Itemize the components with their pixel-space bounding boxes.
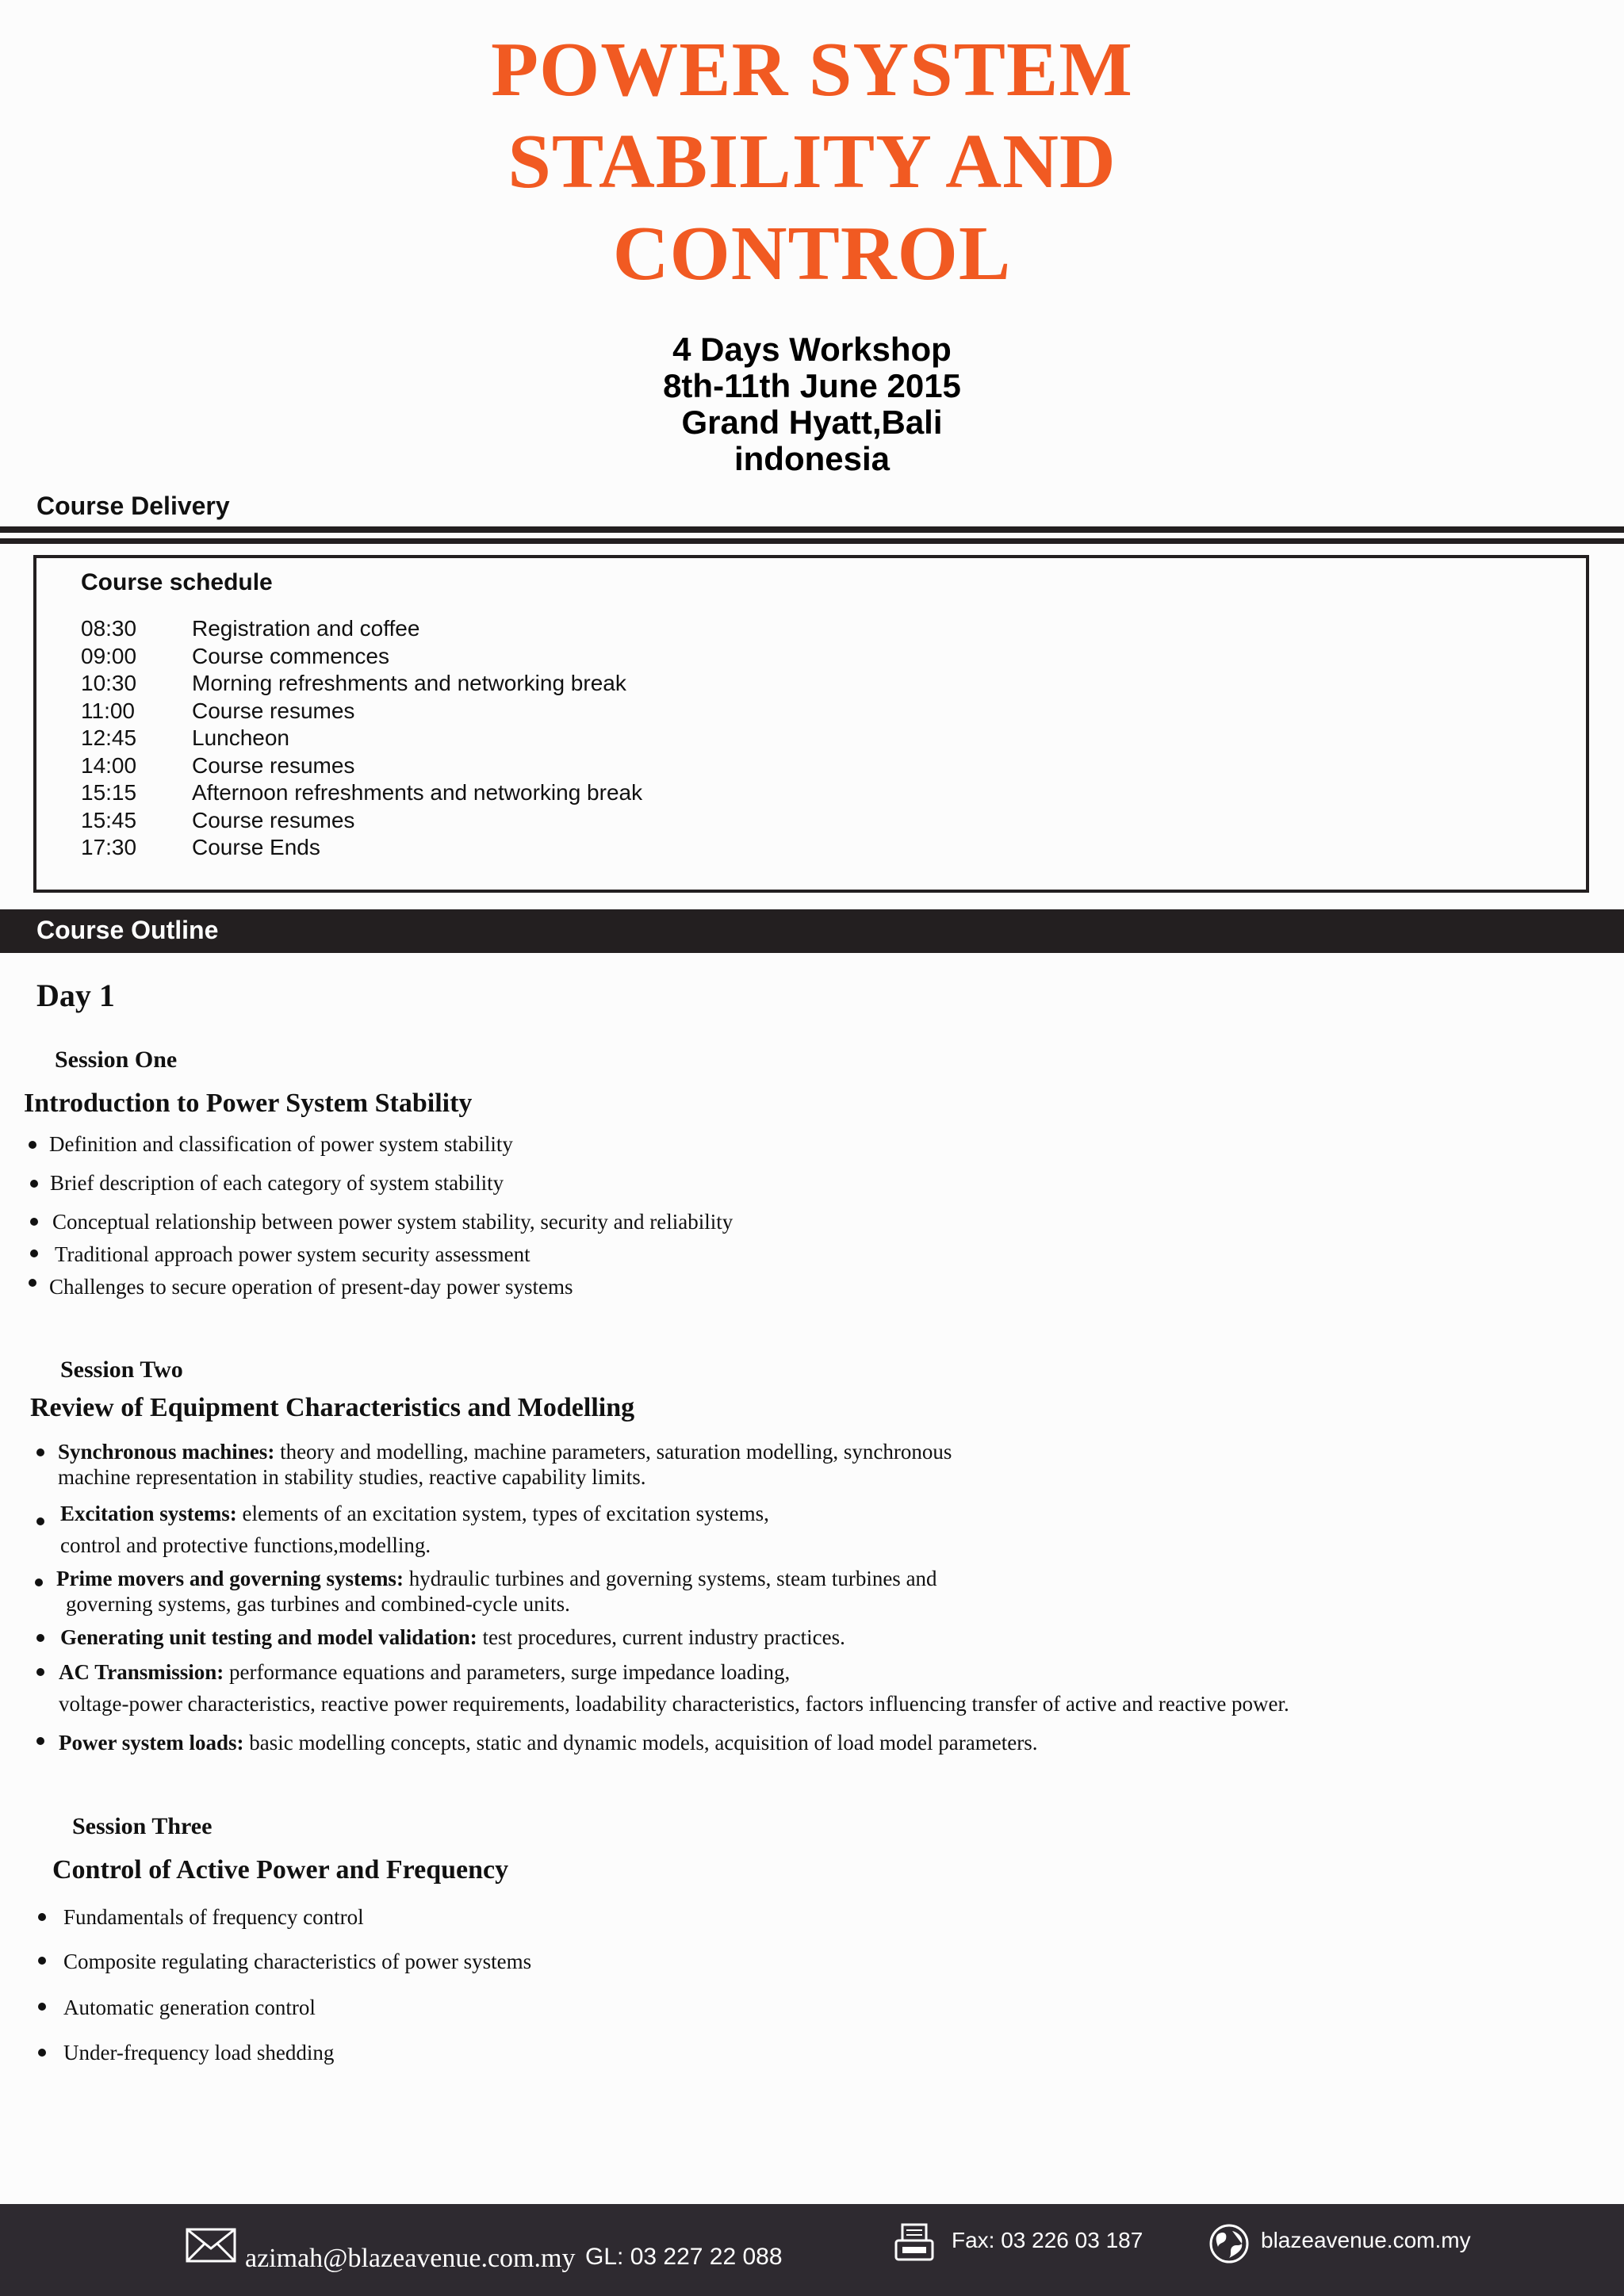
event-country: indonesia [733,440,891,477]
schedule-activity: Registration and coffee [192,616,420,641]
title-line: POWER SYSTEM [491,27,1133,113]
list-item: Definition and classification of power system stability [49,1132,513,1156]
divider-rule [0,526,1624,533]
item-term: AC Transmission: [59,1660,224,1684]
list-item [60,1624,845,1650]
document-title [0,24,1624,300]
bullet-icon [36,1517,44,1525]
session-label: Session One [55,1047,178,1073]
list-item: Challenges to secure operation of present-day power systems [49,1275,573,1299]
schedule-time: 09:00 [81,643,137,668]
schedule-row [81,834,642,862]
course-delivery-heading: Course Delivery [36,492,230,520]
bullet-icon [30,1180,38,1188]
schedule-row [81,670,642,698]
bullet-icon [38,1957,46,1965]
item-text: performance equations and parameters, surge impedance loading, [229,1660,791,1684]
item-text: governing systems, gas turbines and combined-cycle units. [66,1592,570,1616]
event-duration: 4 Days Workshop [672,331,952,368]
contact-email[interactable]: azimah@blazeavenue.com.my [245,2244,576,2273]
item-term: Power system loads: [59,1731,244,1755]
schedule-activity: Afternoon refreshments and networking break [192,780,643,805]
event-dates: 8th-11th June 2015 [663,367,961,404]
globe-icon [1208,2223,1250,2264]
course-outline-bar [0,909,1624,953]
list-item [56,1566,937,1617]
schedule-time: 14:00 [81,752,137,778]
list-item: Conceptual relationship between power system stability, security and reliability [52,1210,733,1234]
item-text: basic modelling concepts, static and dynamic models, acquisition of load model parameters. [249,1731,1038,1755]
list-item [59,1730,1037,1755]
bullet-icon [36,1668,44,1676]
bullet-icon [29,1141,36,1149]
schedule-row [81,643,642,671]
fax-icon [894,2223,936,2263]
schedule-activity: Course commences [192,643,389,668]
item-text: hydraulic turbines and governing systems, steam turbines and [408,1567,937,1590]
schedule-row [81,807,642,835]
session-title: Control of Active Power and Frequency [52,1855,509,1885]
item-text: theory and modelling, machine parameters, saturation modelling, synchronous [280,1440,952,1464]
item-text: test procedures, current industry practices. [482,1625,845,1649]
item-term: Excitation systems: [60,1502,237,1525]
list-item: Fundamentals of frequency control [63,1905,364,1929]
bullet-icon [38,2049,46,2057]
schedule-row [81,779,642,807]
schedule-time: 11:00 [81,698,135,723]
contact-website[interactable]: blazeavenue.com.my [1261,2228,1471,2252]
list-item: Brief description of each category of system stability [50,1171,504,1195]
schedule-title: Course schedule [81,569,273,595]
schedule-row [81,615,642,643]
bullet-icon [30,1249,38,1257]
session-label: Session Three [72,1813,213,1839]
item-term: Prime movers and governing systems: [56,1567,404,1590]
schedule-box [33,555,1589,893]
title-line: STABILITY AND [508,119,1116,205]
list-item [60,1501,769,1558]
list-item: Under-frequency load shedding [63,2041,335,2064]
session-title: Review of Equipment Characteristics and Modelling [30,1393,635,1422]
item-text: voltage-power characteristics, reactive power requirements, loadability characteristics, factors influencing transfer of active and reactive power. [59,1692,1289,1716]
schedule-time: 17:30 [81,835,137,859]
event-venue: Grand Hyatt,Bali [681,404,943,441]
list-item [58,1439,952,1490]
schedule-time: 08:30 [81,616,137,641]
bullet-icon [38,2003,46,2011]
bullet-icon [38,1913,46,1921]
schedule-row [81,752,642,780]
schedule-activity: Course Ends [192,835,320,859]
item-term: Synchronous machines: [58,1440,275,1464]
list-item: Traditional approach power system security assessment [55,1242,530,1266]
bullet-icon [36,1634,44,1642]
session-title: Introduction to Power System Stability [24,1089,473,1118]
schedule-time: 15:15 [81,780,137,805]
item-text: machine representation in stability studies, reactive capability limits. [58,1465,646,1489]
session-label: Session Two [60,1357,183,1383]
schedule-time: 15:45 [81,807,137,832]
schedule-activity: Course resumes [192,807,355,832]
divider-rule [0,538,1624,544]
envelope-icon [186,2228,236,2263]
schedule-activity: Luncheon [192,725,290,750]
schedule-activity: Course resumes [192,698,355,723]
bullet-icon [30,1218,38,1226]
bullet-icon [36,1737,44,1745]
schedule-row [81,698,642,725]
item-term: Generating unit testing and model validation: [60,1625,477,1649]
course-outline-heading: Course Outline [36,916,219,944]
contact-footer [0,2204,1624,2296]
bullet-icon [36,1448,44,1456]
schedule-activity: Course resumes [192,752,355,778]
item-text: control and protective functions,modelling. [60,1533,431,1557]
schedule-activity: Morning refreshments and networking break [192,671,626,695]
list-item: Automatic generation control [63,1996,316,2019]
event-info [0,331,1624,477]
day-heading: Day 1 [36,978,115,1013]
contact-fax: Fax: 03 226 03 187 [952,2228,1143,2252]
title-line: CONTROL [612,211,1012,297]
bullet-icon [35,1578,43,1586]
bullet-icon [29,1279,36,1287]
schedule-time: 10:30 [81,671,137,695]
list-item [59,1659,1289,1716]
schedule-row [81,725,642,752]
schedule-list [81,615,642,862]
item-text: elements of an excitation system, types of excitation systems, [242,1502,769,1525]
contact-phone: GL: 03 227 22 088 [585,2244,783,2270]
schedule-time: 12:45 [81,725,137,750]
list-item: Composite regulating characteristics of power systems [63,1950,532,1973]
